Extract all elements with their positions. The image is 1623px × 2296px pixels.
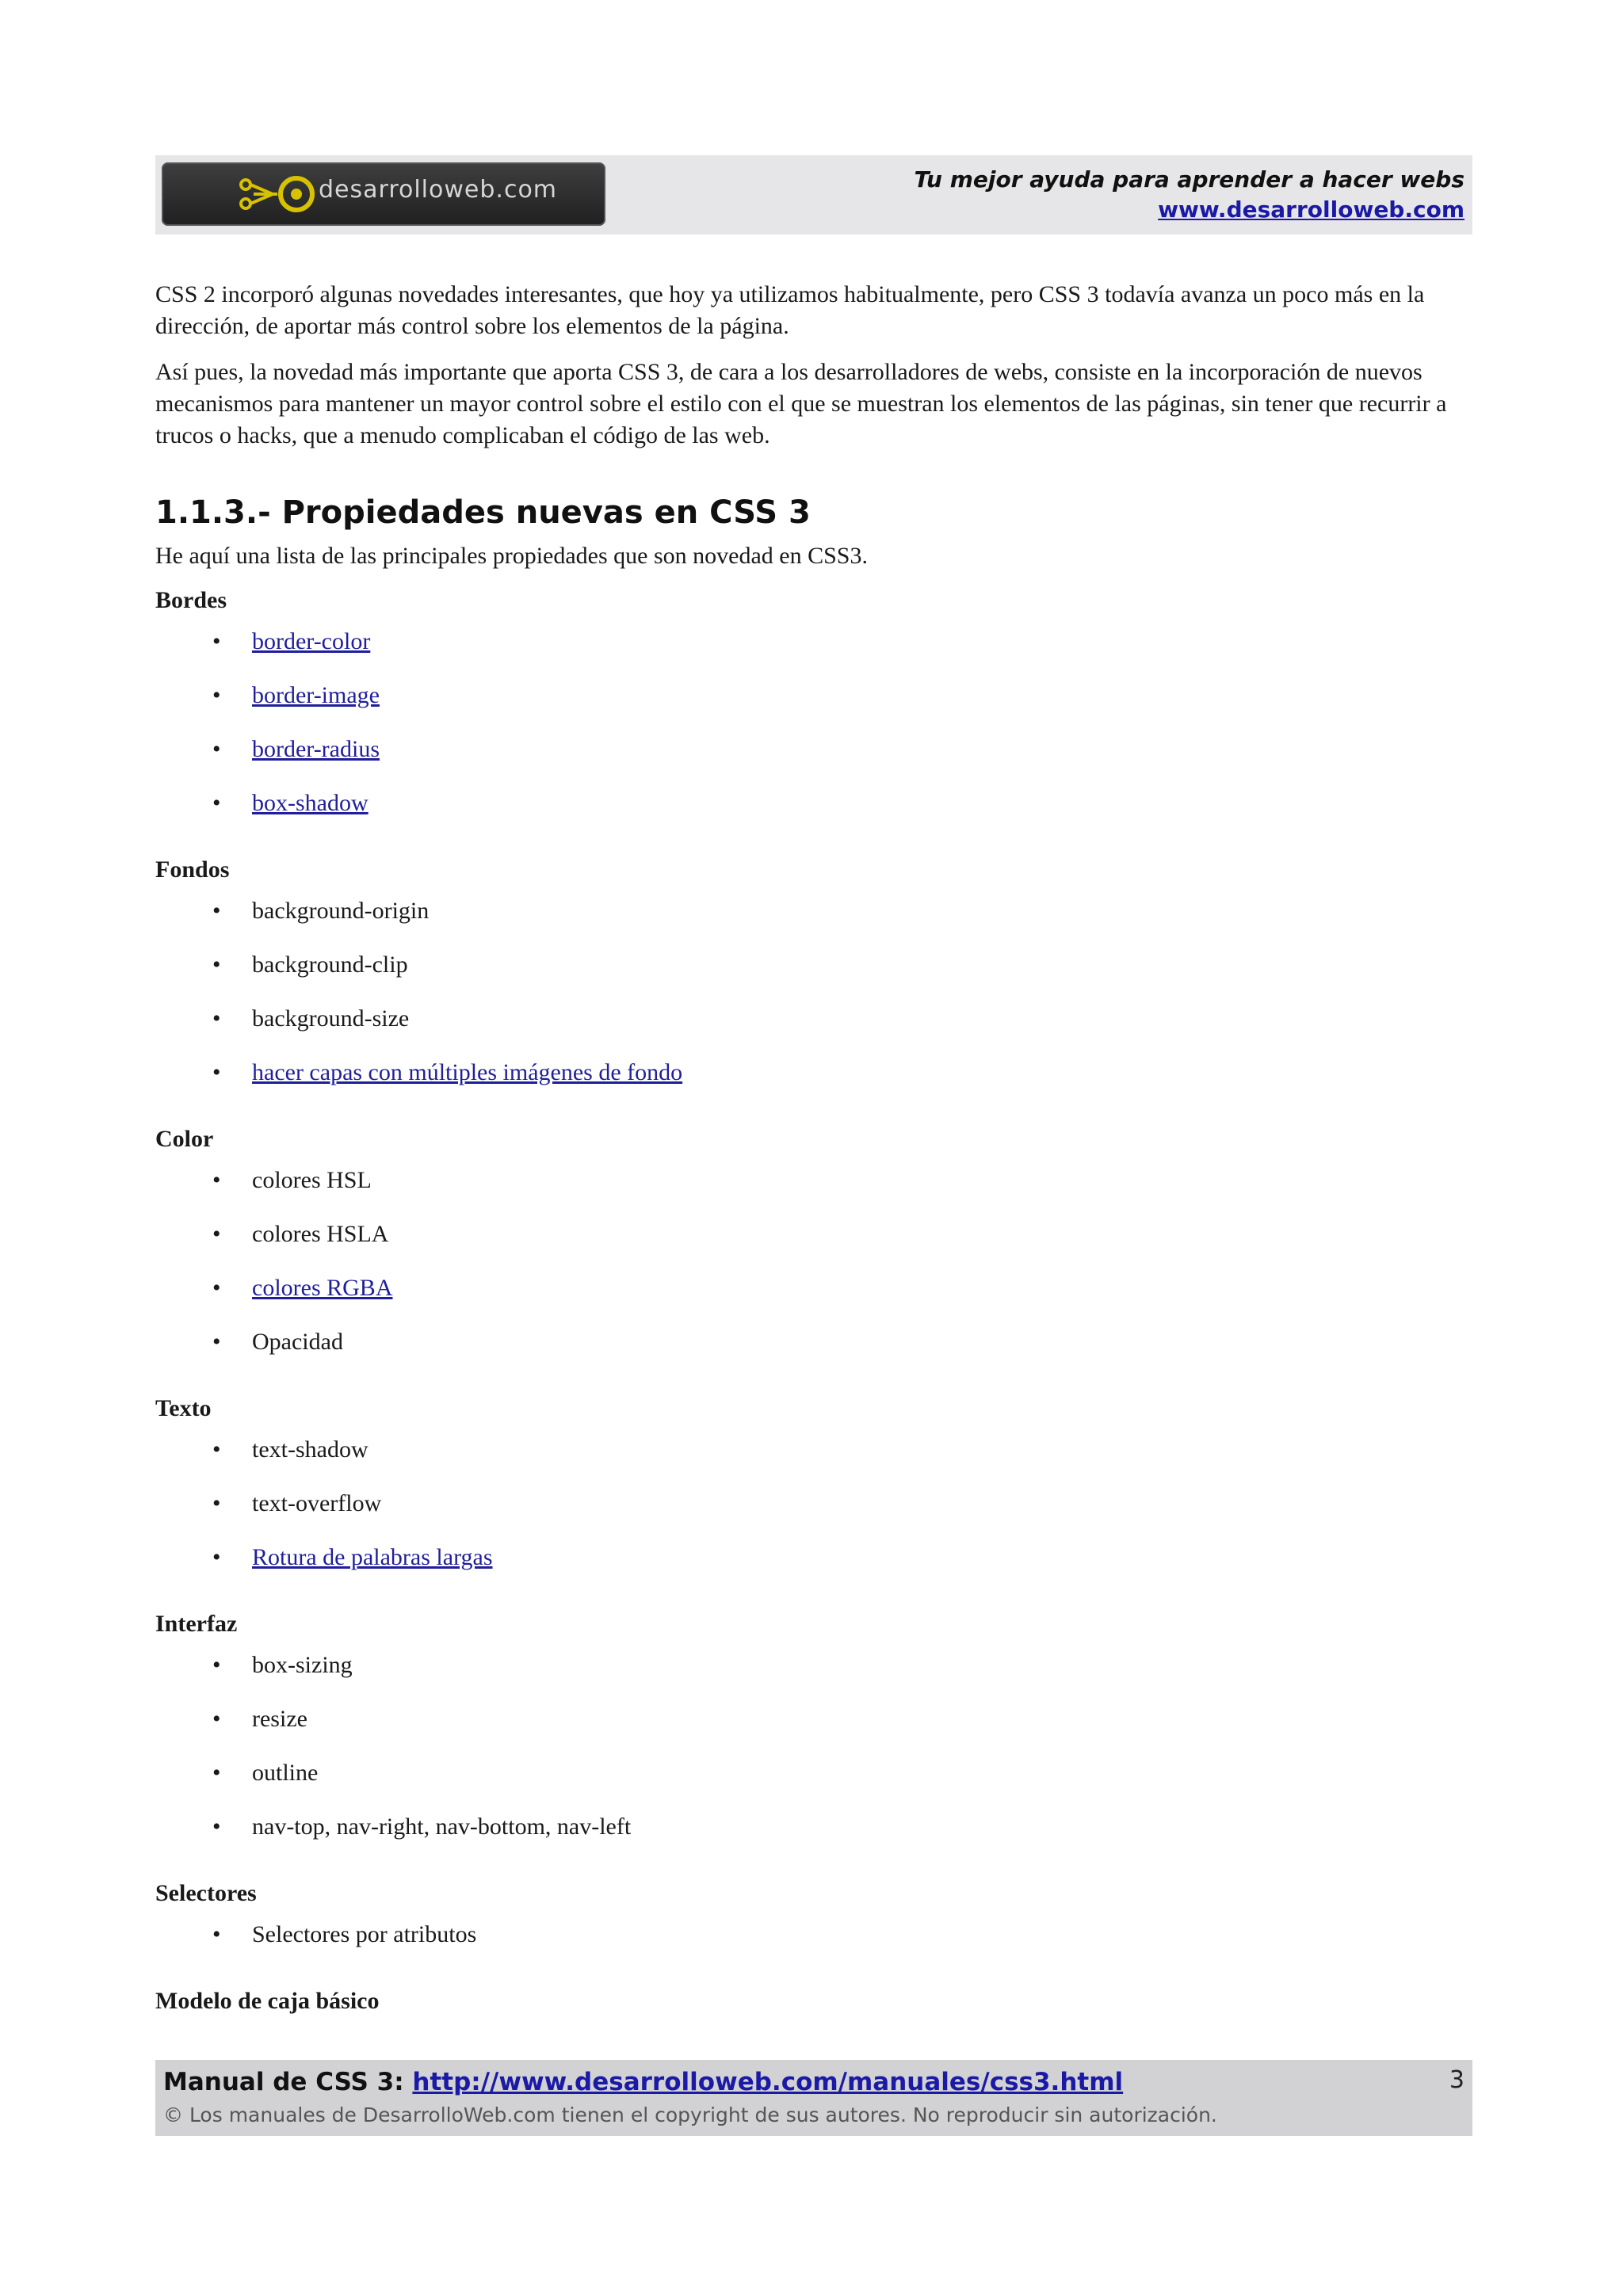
list-item — [155, 1003, 1472, 1057]
bullet-icon: • — [212, 1921, 221, 1947]
property-link[interactable]: border-radius — [252, 736, 380, 762]
section-heading: 1.1.3.- Propiedades nuevas en CSS 3 — [155, 494, 811, 531]
bullet-icon: • — [212, 1706, 221, 1732]
section-lead: He aquí una lista de las principales propiedades que son novedad en CSS3. — [155, 543, 868, 569]
list-item — [155, 1488, 1472, 1542]
property-label: colores HSLA — [252, 1221, 389, 1247]
list-item — [155, 1919, 1472, 1973]
footer-manual-link[interactable]: http://www.desarrolloweb.com/manuales/css3.html — [412, 2068, 1124, 2096]
tagline-text: Tu mejor ayuda para aprender a hacer webs — [914, 166, 1465, 193]
list-item[interactable] — [155, 1272, 1472, 1326]
category-list — [155, 626, 1472, 841]
property-label: text-overflow — [252, 1490, 382, 1516]
category-list — [155, 1919, 1472, 1973]
header-tagline — [915, 165, 1465, 225]
list-item — [155, 1811, 1472, 1865]
footer-manual-line — [163, 2065, 1123, 2100]
category-title: Modelo de caja básico — [155, 1988, 380, 2014]
list-item[interactable] — [155, 626, 1472, 680]
bullet-icon: • — [212, 736, 221, 762]
bullet-icon: • — [212, 1436, 221, 1463]
property-label: resize — [252, 1706, 307, 1732]
property-label: nav-top, nav-right, nav-bottom, nav-left — [252, 1814, 632, 1840]
bullet-icon: • — [212, 1275, 221, 1301]
page-footer — [155, 2060, 1472, 2136]
property-label: text-shadow — [252, 1436, 369, 1463]
property-categories — [155, 585, 1472, 2017]
property-label: outline — [252, 1760, 319, 1786]
bullet-icon: • — [212, 1329, 221, 1355]
property-label: colores HSL — [252, 1167, 372, 1193]
site-link[interactable]: www.desarrolloweb.com — [1158, 196, 1465, 223]
property-label: box-sizing — [252, 1652, 353, 1678]
list-item[interactable] — [155, 680, 1472, 734]
property-label: background-size — [252, 1005, 410, 1032]
footer-manual-label: Manual de CSS 3: — [163, 2068, 404, 2096]
property-link[interactable]: border-image — [252, 682, 380, 708]
category-list — [155, 1650, 1472, 1865]
property-label: background-clip — [252, 952, 408, 978]
bullet-icon: • — [212, 1059, 221, 1085]
bullet-icon: • — [212, 898, 221, 924]
list-item — [155, 1703, 1472, 1757]
list-item[interactable] — [155, 1057, 1472, 1111]
bullet-icon: • — [212, 1490, 221, 1516]
bullet-icon: • — [212, 790, 221, 816]
bullet-icon: • — [212, 1814, 221, 1840]
category-title: Selectores — [155, 1880, 257, 1906]
list-item — [155, 1326, 1472, 1380]
site-logo[interactable] — [162, 162, 605, 226]
bullet-icon: • — [212, 1005, 221, 1032]
bullet-icon: • — [212, 1167, 221, 1193]
category-title: Fondos — [155, 856, 230, 883]
property-label: background-origin — [252, 898, 430, 924]
list-item — [155, 949, 1472, 1003]
intro-paragraph-1: CSS 2 incorporó algunas novedades interesantes, que hoy ya utilizamos habitualmente, pero CSS 3 todavía avanza un poco más en la dirección, de aportar más control sobre los elementos de la página. — [155, 281, 1425, 339]
category-list — [155, 895, 1472, 1111]
bullet-icon: • — [212, 1544, 221, 1570]
category-title: Interfaz — [155, 1611, 238, 1637]
bullet-icon: • — [212, 1221, 221, 1247]
list-item[interactable] — [155, 734, 1472, 788]
category-title: Texto — [155, 1395, 212, 1421]
property-label: Opacidad — [252, 1329, 343, 1355]
bullet-icon: • — [212, 952, 221, 978]
property-link[interactable]: border-color — [252, 628, 371, 654]
list-item[interactable] — [155, 1542, 1472, 1596]
list-item — [155, 895, 1472, 949]
category-title: Color — [155, 1126, 214, 1152]
property-label: Selectores por atributos — [252, 1921, 477, 1947]
list-item — [155, 1165, 1472, 1219]
category-list — [155, 1165, 1472, 1380]
list-item[interactable] — [155, 788, 1472, 841]
property-link[interactable]: colores RGBA — [252, 1275, 393, 1301]
bullet-icon: • — [212, 1760, 221, 1786]
property-link[interactable]: box-shadow — [252, 790, 369, 816]
logo-text: desarrolloweb.com — [319, 176, 558, 204]
footer-copyright: © Los manuales de DesarrolloWeb.com tienen el copyright de sus autores. No reproducir sin autorización. — [163, 2103, 1217, 2126]
bullet-icon: • — [212, 1652, 221, 1678]
main-content — [155, 279, 1472, 2027]
bullet-icon: • — [212, 628, 221, 654]
bullet-icon: • — [212, 682, 221, 708]
page-header — [155, 155, 1472, 235]
intro-paragraph-2: Así pues, la novedad más importante que aporta CSS 3, de cara a los desarrolladores de webs, consiste en la incorporación de nuevos mecanismos para mantener un mayor control sobre el estilo con el que se muestran los elementos de las páginas, sin tener que recurrir a trucos o hacks, que a menudo complicaban el código de las web. — [155, 359, 1447, 448]
list-item — [155, 1434, 1472, 1488]
category-title: Bordes — [155, 587, 227, 613]
page-number: 3 — [1449, 2066, 1465, 2094]
property-link[interactable]: hacer capas con múltiples imágenes de fondo — [252, 1059, 683, 1085]
list-item — [155, 1650, 1472, 1703]
list-item — [155, 1757, 1472, 1811]
property-link[interactable]: Rotura de palabras largas — [252, 1544, 493, 1570]
list-item — [155, 1219, 1472, 1272]
category-list — [155, 1434, 1472, 1596]
